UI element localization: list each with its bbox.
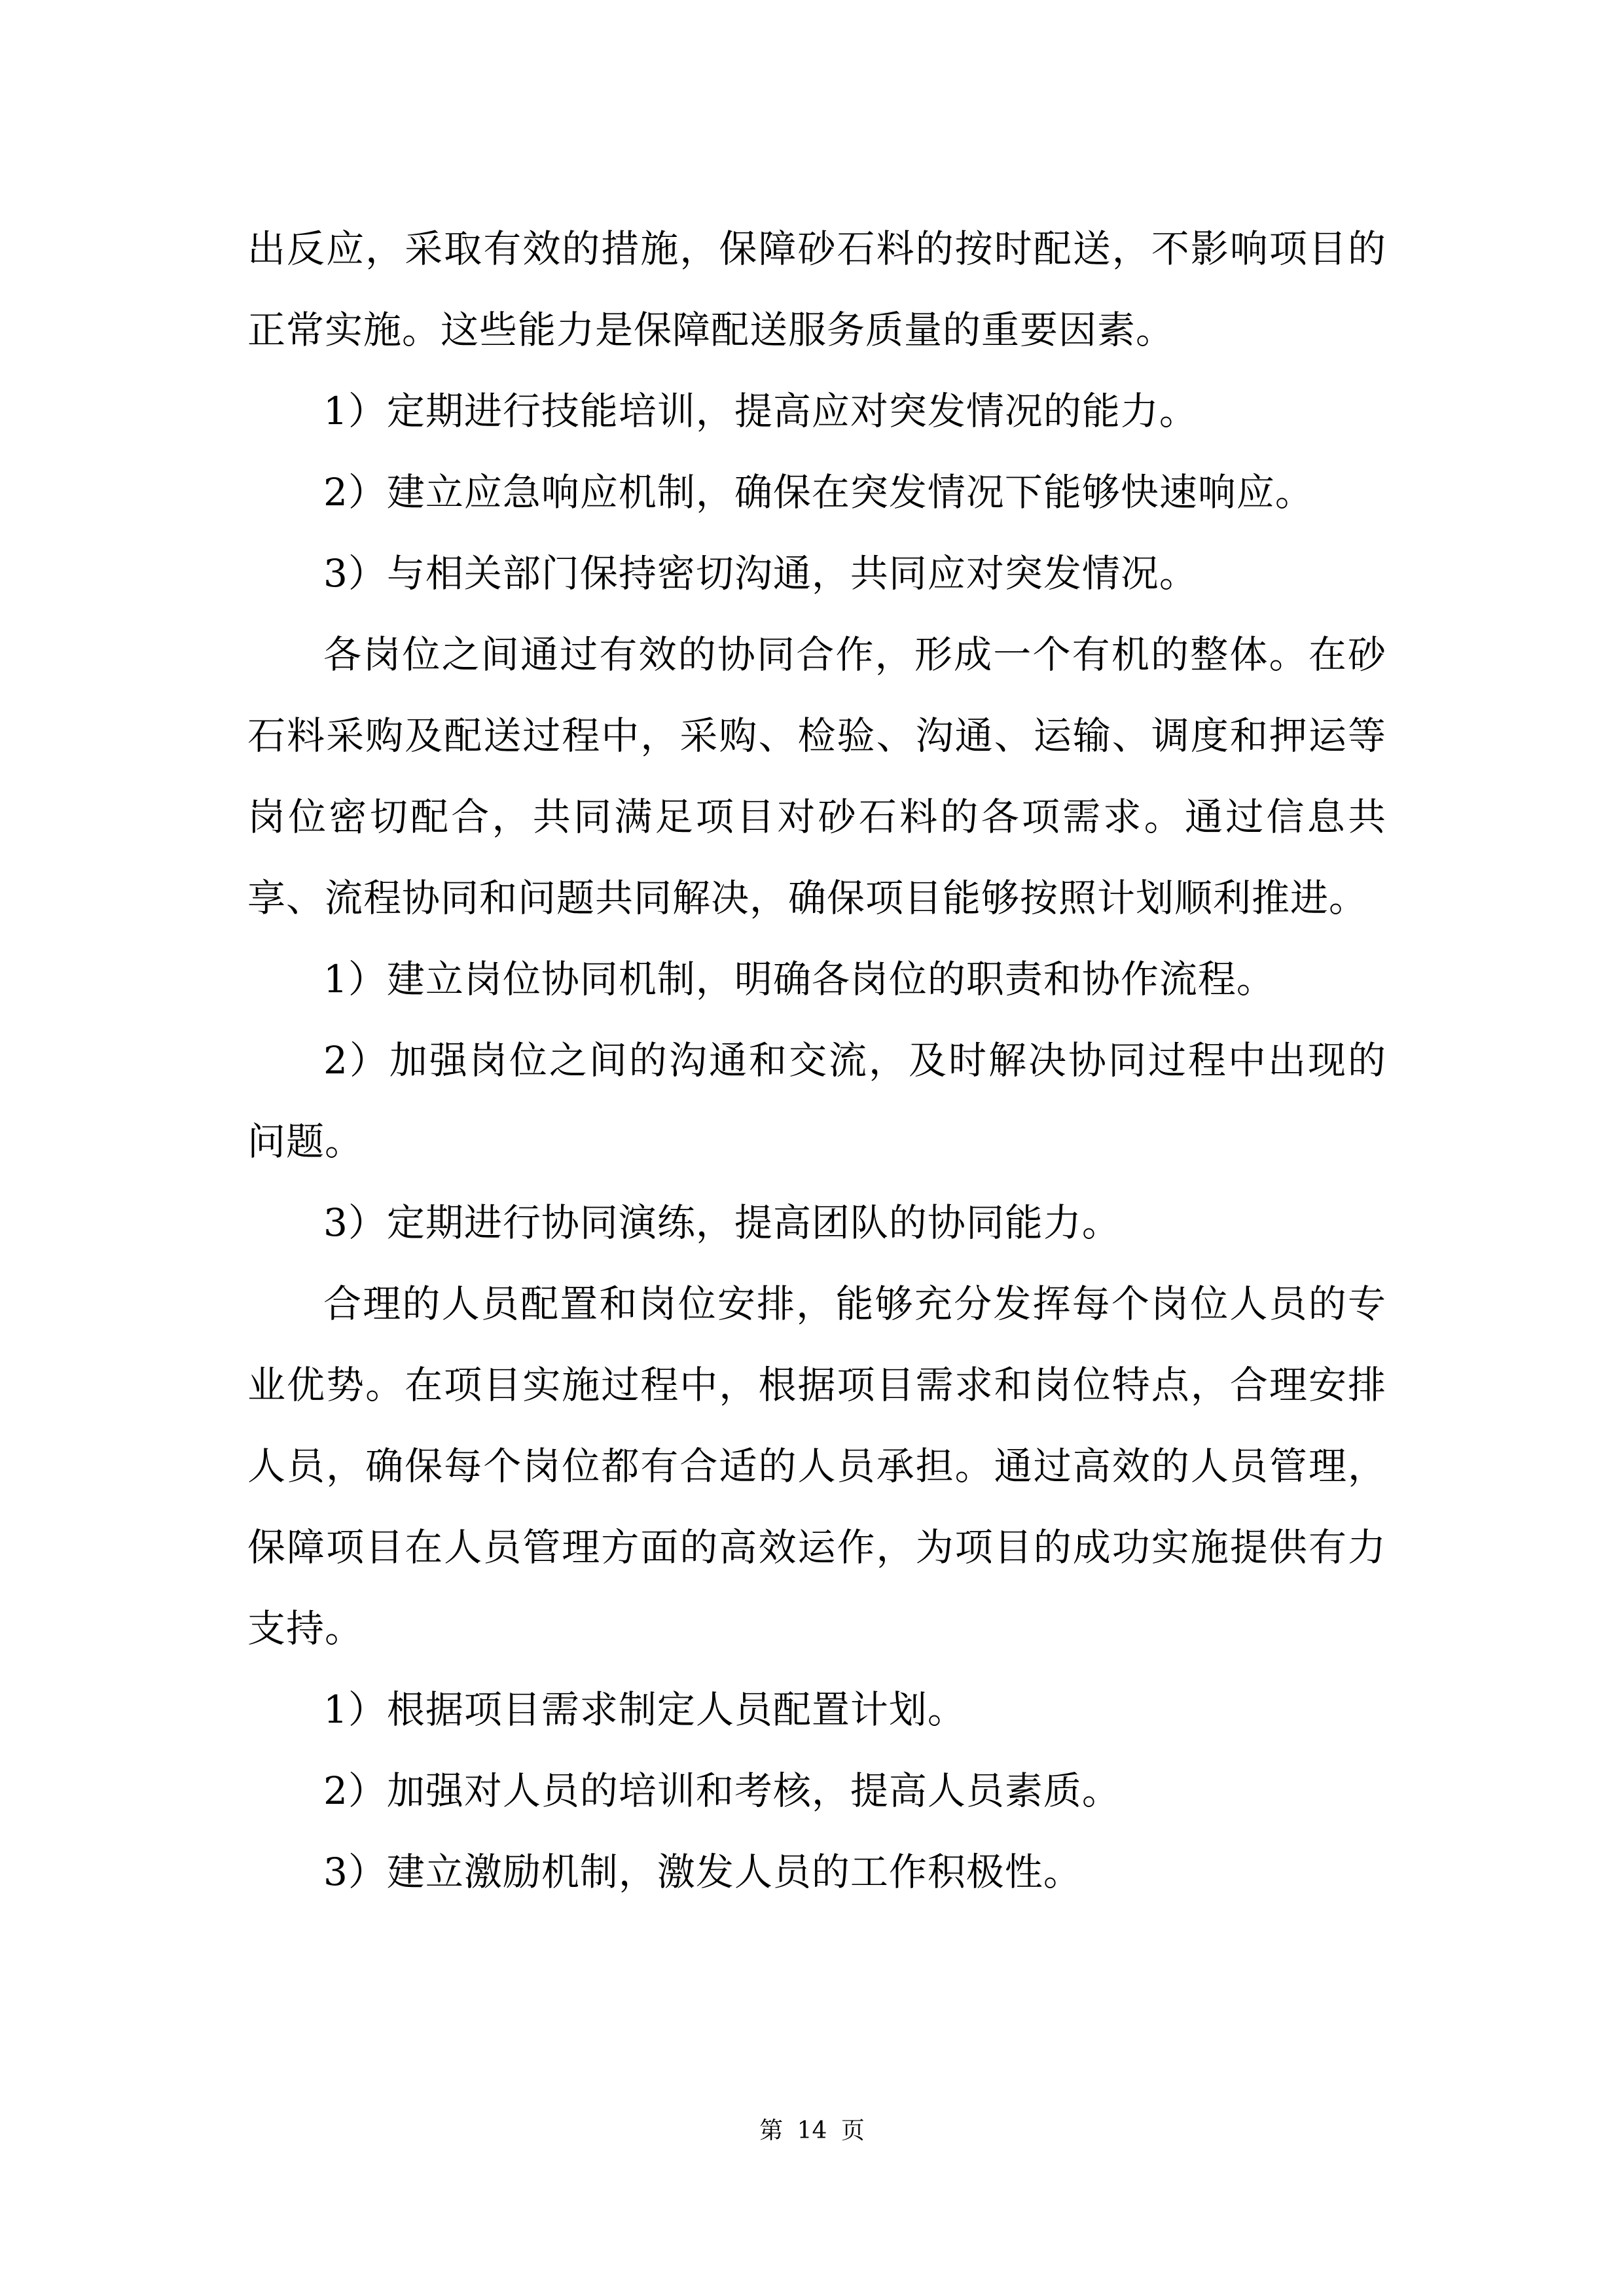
list-item: 1）建立岗位协同机制，明确各岗位的职责和协作流程。: [323, 957, 1275, 1001]
list-item: 2）加强对人员的培训和考核，提高人员素质。: [323, 1768, 1121, 1813]
paragraph-continuation: 出反应，采取有效的措施，保障砂石料的按时配送，不影响项目的正常实施。这些能力是保障配送服务质量的重要因素。: [247, 226, 1386, 352]
list-item: 3）与相关部门保持密切沟通，共同应对突发情况。: [323, 551, 1198, 596]
list-item: 2）加强岗位之间的沟通和交流，及时解决协同过程中出现的问题。: [247, 1038, 1386, 1164]
list-item: 3）定期进行协同演练，提高团队的协同能力。: [323, 1200, 1121, 1245]
paragraph-body: 合理的人员配置和岗位安排，能够充分发挥每个岗位人员的专业优势。在项目实施过程中，根据项目需求和岗位特点，合理安排人员，确保每个岗位都有合适的人员承担。通过高效的人员管理，保障项目在人员管理方面的高效运作，为项目的成功实施提供有力支持。: [247, 1282, 1386, 1651]
list-item: 2）建立应急响应机制，确保在突发情况下能够快速响应。: [323, 470, 1314, 514]
page-number: 第 14 页: [759, 2117, 865, 2144]
list-item: 1）根据项目需求制定人员配置计划。: [323, 1687, 966, 1732]
paragraph-body: 各岗位之间通过有效的协同合作，形成一个有机的整体。在砂石料采购及配送过程中，采购、检验、沟通、运输、调度和押运等岗位密切配合，共同满足项目对砂石料的各项需求。通过信息共享、流程协同和问题共同解决，确保项目能够按照计划顺利推进。: [247, 632, 1386, 920]
document-body: [247, 208, 1386, 1912]
list-item: 3）建立激励机制，激发人员的工作积极性。: [323, 1850, 1082, 1894]
list-item: 1）定期进行技能培训，提高应对突发情况的能力。: [323, 389, 1198, 433]
